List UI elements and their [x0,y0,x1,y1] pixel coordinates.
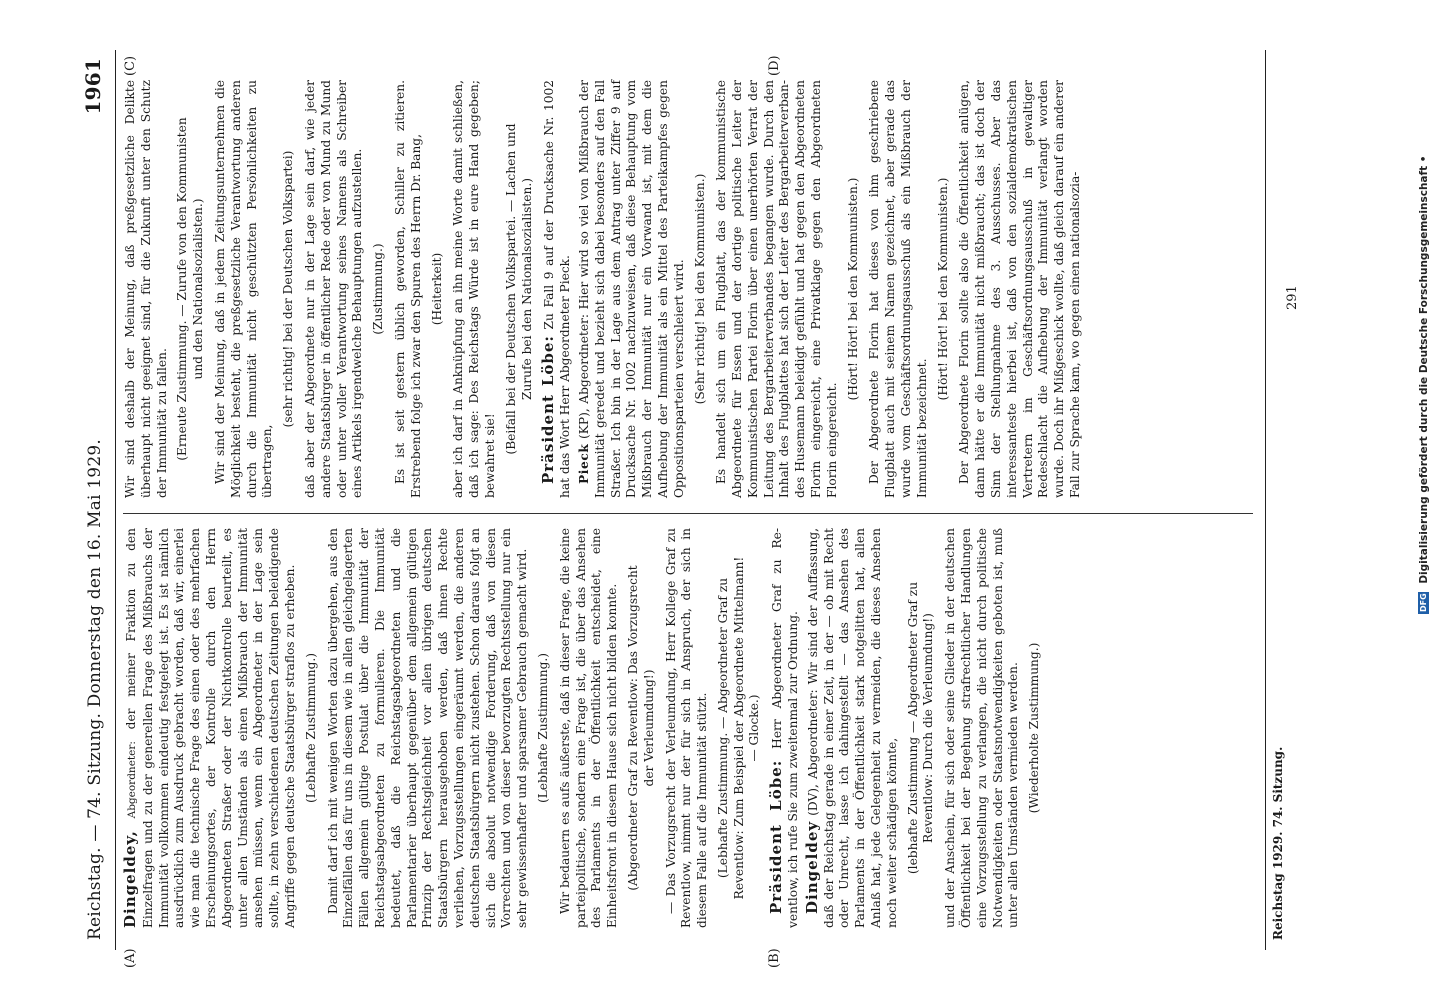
document-page [77,50,1357,968]
speaker-paragraph [541,80,574,498]
margin-marker-b: (B) [767,948,782,968]
margin-marker-c: (C) [123,55,138,76]
speech-text: der meiner Fraktion zu den Einzelfragen und zu der generellen Frage des Mißbrauchs der Immunität vollkommen eindeutig festgelegt ist. Es ist nämlich ausdrücklich zum Ausdruck gebracht worden, daß wir, einerlei wie man die technische Frage des einen oder des mehrfachen Erscheinungsortes, der Kontrolle durch den Herrn Abgeordneten Straßer oder der Nichtkontrolle beurteilt, es unter allen Umständen als einen Mißbrauch der Immunität ansehen müssen, wenn ein Abgeordneter in der Lage sein sollte, in zehn verschiedenen deutschen Zeitungen beleidigende Angriffe gegen deutsche Staatsbürger straflos zu erheben. [124,528,297,928]
interjection: (Hört! Hört! bei den Kommunisten.) [935,177,950,401]
margin-marker-a: (A) [123,948,138,968]
header-page-number: 1961 [81,58,105,115]
speaker-name: Dingeldey [802,820,821,914]
speaker-name: Präsident Löbe: [539,335,558,484]
body-paragraph: — Das Vorzugsrecht der Verleumdung, Herr Kollege Graf zu Reventlow, nimmt nur der für sich in Anspruch, der sich in diesem Falle auf die Immunität stützt. [663,528,710,928]
footer-rule [1265,50,1266,950]
speaker-name: Präsident Löbe: [767,759,786,914]
speaker-paragraph [802,527,901,928]
header-rule [115,50,116,950]
interjection: (Zustimmung.) [371,243,386,335]
interjection: (Abgeordneter Graf zu Reventlow: Das Vorzugsrecht der Verleumdung!) [625,565,656,891]
interjection: (Erneute Zustimmung. — Zurufe von den Kommunisten und den Nationalsozialisten.) [175,117,206,461]
interjection: (Heiterkeit) [429,252,444,326]
footer-source: Reichstag 1929. 74. Sitzung. [1271,746,1285,940]
interjection: (Beifall bei der Deutschen Volkspartei. — Lachen und Zurufe bei den Nationalsozialisten.) [503,123,534,455]
speaker-name: Pieck [576,443,591,484]
interjection: (Lebhafte Zustimmung.) [303,652,318,804]
interjection: (Lebhafte Zustimmung.) [535,652,550,804]
speaker-role: (KP), Abgeordneter: [576,314,591,439]
interjection: (sehr richtig! bei der Deutschen Volkspartei) [281,150,296,428]
column-divider [123,513,1253,514]
speaker-role: Abgeordneter: [126,741,138,819]
body-paragraph: Wir bedauern es aufs äußerste, daß in dieser Frage, die keine parteipolitische, sondern eine Frage ist, die über das Ansehen des Parlaments in der Öffentlichkeit entscheidet, eine Einheitsfront in diesem Hause sich nicht bilden konnte. [557,528,620,928]
interjection: (Sehr richtig! bei den Kommunisten.) [692,173,707,405]
left-column [123,528,1049,928]
interjection: (lebhafte Zustimmung — Abgeordneter Graf zu Reventlow: Durch die Verleumdung!) [905,581,936,875]
interjection: (Hört! Hört! bei den Kommunisten.) [845,177,860,401]
page-header [77,50,113,950]
body-paragraph: Der Abgeordnete Florin sollte also die Öffentlichkeit anlügen, dann hätte er die Immunität nicht mißbraucht; das ist doch der Sinn der Stellungnahme des 3. Ausschusses. Aber das interessanteste hierbei ist, daß von den sozialdemokratischen Vertretern im Geschäftsordnungsausschuß in gewaltiger Redeschlacht die Aufhebung der Immunität verlangt worden wurde. Doch ihr Mißgeschick wollte, daß gleich darauf ein anderer Fall zur Sprache kam, wo gegen einen nationalsozia- [957,80,1083,498]
body-paragraph: Damit darf ich mit wenigen Worten dazu übergehen, aus den Einzelfällen das für uns in diesem wie in allen gleichgelagerten Fällen allgemein gültige Postulat über die Immunität der Reichstagsabgeordneten zu formulieren. Die Immunität bedeutet, daß die Reichstagsabgeordneten und die Parlamentarier überhaupt gegenüber dem allgemein gültigen Prinzip der Rechtsgleichheit vor allen übrigen deutschen Staatsbürgern herausgehoben werden, daß ihnen Rechte verliehen, Vorzugsstellungen eingeräumt werden, die anderen deutschen Staatsbürgern nicht zustehen. Schon daraus folgt an sich die absolut notwendige Forderung, daß von diesen Vorrechten und von dieser bevorzugten Rechtsstellung nur ein sehr gewissenhafter und sparsamer Gebrauch gemacht wird. [325,528,530,928]
body-paragraph: Wir sind deshalb der Meinung, daß preßgesetzliche Delikte überhaupt nicht geeignet sind, für die Zukunft unter den Schutz der Immunität zu fallen. [123,80,169,498]
speaker-paragraph [577,80,688,498]
body-paragraph: Es handelt sich um ein Flugblatt, das der kommunistische Abgeordnete für Essen und der dortige politische Leiter der Kommunistischen Partei Florin über einen unerhörten Verrat der Leitung des Bergarbeiterverbandes begangen wurde. Durch den Inhalt des Flugblattes hat sich der Leiter des Bergarbeiterverbandes Husemann beleidigt gefühlt und hat gegen den Abgeordneten Florin eingereicht, eine Privatklage gegen den Abgeordneten Florin eingereicht. [714,80,839,498]
footer-page-number: 291 [1285,285,1300,310]
body-paragraph: Es ist seit gestern üblich geworden, Schiller zu zitieren. Erstrebend folge ich zwar den Spuren des Herrn Dr. Bang, [392,80,423,498]
speech-text: Zu Fall 9 auf der Drucksache Nr. 1002 hat das Wort Herr Abgeordneter Pieck. [542,80,573,498]
speaker-paragraph [769,528,802,928]
right-column [123,80,1087,498]
speaker-paragraph [123,528,299,928]
speech-text: Herr Abgeordneter Graf zu Reventlow, ich rufe Sie zum zweitenmal zur Ordnung. [770,528,801,928]
body-paragraph: Der Abgeordnete Florin hat dieses von ihm geschriebene Flugblatt auch mit seinem Namen gezeichnet, aber gerade das wurde vom Geschäftsordnungsausschuß als ein Mißbrauch der Immunität bezeichnet. [867,80,929,498]
speech-text: Hier wird so viel von Mißbrauch der Immunität geredet und bezieht sich dabei besonders auf den Fall Straßer. Ich bin in der Lage aus dem Antrag unter Ziffer 9 auf Drucksache Nr. 1002 nachzuweisen, daß diese Behauptung vom Mißbrauch der Immunität nur ein Vorwand ist, mit dem die Aufhebung der Immunität als ein Mittel des Parteikampfes gegen Oppositionsparteien verschleiert wird. [576,80,686,498]
dfg-logo: DFG [1419,593,1428,613]
funding-note [1418,40,1432,730]
header-title: Reichstag. — 74. Sitzung. Donnerstag den 16. Mai 1929. [85,439,105,940]
margin-marker-d: (D) [767,55,782,76]
speaker-name: Dingeldey, [121,830,139,928]
body-paragraph: Wir sind der Meinung, daß in jedem Zeitungsunternehmen die Möglichkeit besteht, die preßgesetzliche Verantwortung anderen durch die Immunität nicht geschützten Persönlichkeiten zu übertragen, [212,80,275,498]
interjection: (Wiederholte Zustimmung.) [1027,642,1042,814]
body-paragraph: aber ich darf in Anknüpfung an ihn meine Worte damit schließen, daß ich sage: Des Reichstags Würde ist in eure Hand gegeben; bewahret sie! [451,80,497,498]
interjection: (Lebhafte Zustimmung. — Abgeordneter Graf zu Reventlow: Zum Beispiel der Abgeordnete Mittelmann! — Glocke.) [715,556,762,900]
speaker-role: (DV), Abgeordneter: [805,689,820,816]
body-paragraph: daß aber der Abgeordnete nur in der Lage sein darf, wie jeder andere Staatsbürger in öffentlicher Rede oder von Mund zu Mund oder unter voller Verantwortung seines Namens als Schreiber eines Artikels irgendwelche Behauptungen aufzustellen. [302,80,365,498]
body-paragraph: und der Anschein, für sich oder seine Glieder in der deutschen Öffentlichkeit bei der Begehung strafrechtlicher Handlungen eine Vorzugsstellung zu verlangen, die nicht durch politische Notwendigkeiten oder Staatsnotwendigkeiten geboten ist, muß unter allen Umständen vermieden werden. [943,528,1021,928]
speech-text: Wir sind der Auffassung, daß der Reichstag gerade in einer Zeit, in der — ob mit Recht oder Unrecht, lasse ich dahingestellt — das Ansehen des Parlaments in der Öffentlichkeit stark notgelitten hat, allen Anlaß hat, jede Gelegenheit zu vermeiden, die dieses Ansehen noch weiter schädigen könnte, [805,527,899,928]
funding-text: Digitalisierung gefördert durch die Deutsche Forschungsgemeinschaft • [1418,155,1430,584]
